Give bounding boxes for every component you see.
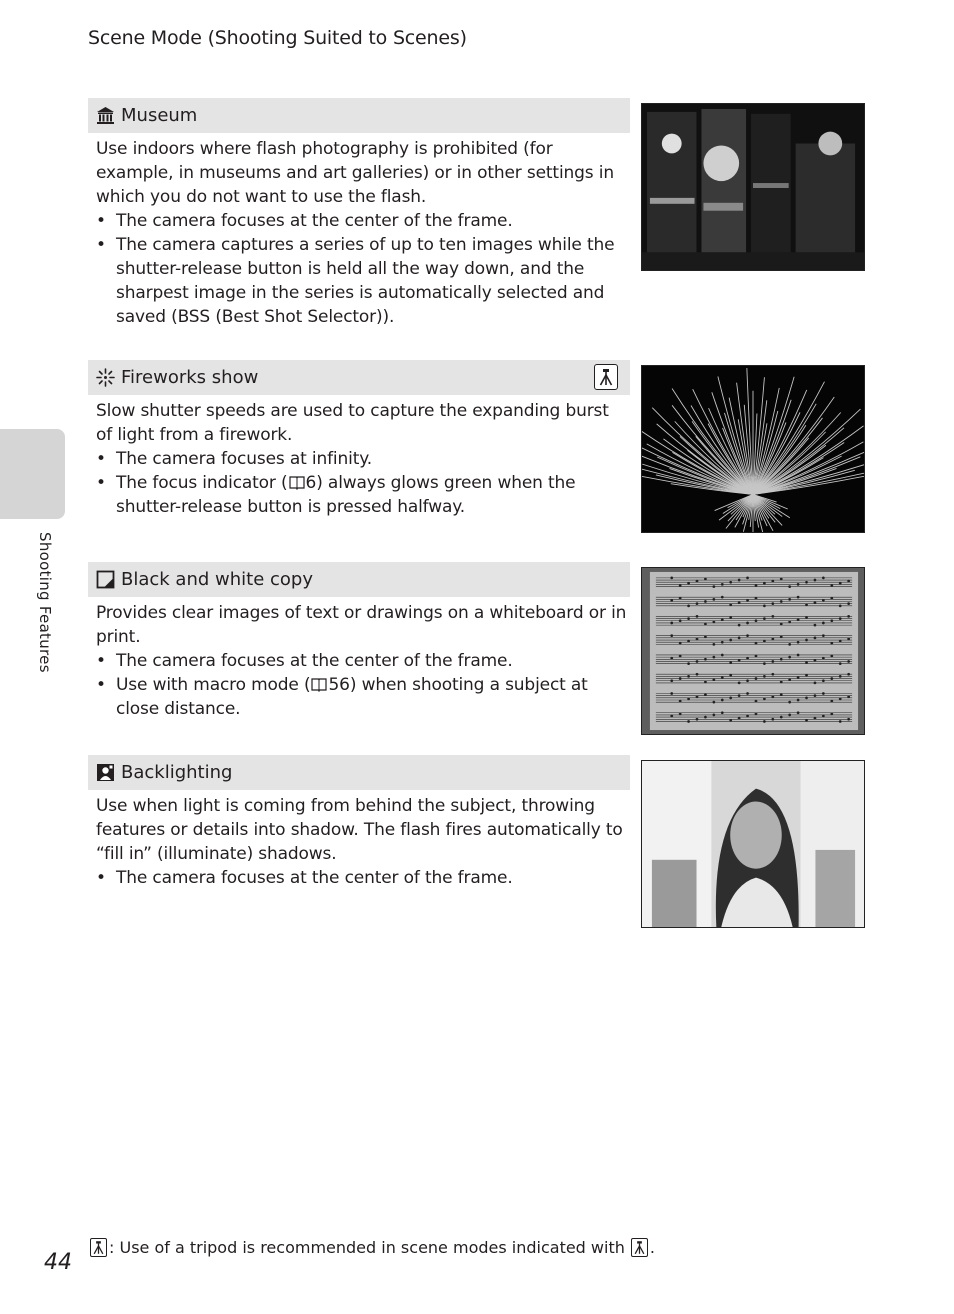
section-bw-copy xyxy=(88,562,630,721)
list-item-text: ) when shooting a subject at close distance. xyxy=(116,675,588,719)
side-tab-label: Shooting Features xyxy=(36,532,54,673)
list-item xyxy=(96,471,630,519)
museum-icon xyxy=(96,106,115,125)
museum-photo xyxy=(641,103,865,271)
page-header-title: Scene Mode (Shooting Suited to Scenes) xyxy=(88,27,467,49)
footnote-end: . xyxy=(649,1238,655,1257)
side-tab xyxy=(0,429,65,519)
section-museum-title: Museum xyxy=(121,105,198,126)
list-item-text: Use with macro mode ( xyxy=(116,675,311,695)
fireworks-icon xyxy=(96,368,115,387)
section-fireworks-header xyxy=(88,360,630,395)
section-backlighting-intro: Use when light is coming from behind the subject, throwing features or details into shadow. The flash fires automatically to “fill in” (illuminate) shadows. xyxy=(96,796,623,864)
book-reference-icon xyxy=(311,677,327,692)
book-reference-icon xyxy=(289,475,305,490)
section-fireworks-title: Fireworks show xyxy=(121,367,259,388)
portrait-photo xyxy=(641,760,865,928)
footnote-text: : Use of a tripod is recommended in scene modes indicated with xyxy=(109,1238,625,1257)
tripod-icon xyxy=(90,1238,107,1257)
backlighting-icon xyxy=(96,763,115,782)
section-museum-intro: Use indoors where flash photography is prohibited (for example, in museums and art galleries) or in other settings in which you do not want to use the flash. xyxy=(96,139,614,207)
tripod-icon xyxy=(631,1238,648,1257)
list-item: • The camera focuses at the center of the frame. xyxy=(96,209,630,233)
section-fireworks xyxy=(88,360,630,519)
section-museum xyxy=(88,98,630,329)
section-bw-copy-intro: Provides clear images of text or drawings on a whiteboard or in print. xyxy=(96,603,627,647)
list-item: • The camera focuses at infinity. xyxy=(96,447,630,471)
tripod-icon xyxy=(594,364,618,390)
list-item xyxy=(96,673,630,721)
section-bw-copy-header xyxy=(88,562,630,597)
fireworks-photo xyxy=(641,365,865,533)
section-backlighting-title: Backlighting xyxy=(121,762,233,783)
section-backlighting xyxy=(88,755,630,890)
copy-icon xyxy=(96,570,115,589)
page-reference[interactable]: 56 xyxy=(328,675,350,695)
section-museum-header xyxy=(88,98,630,133)
footnote xyxy=(88,1238,655,1257)
section-bw-copy-title: Black and white copy xyxy=(121,569,313,590)
page-reference[interactable]: 6 xyxy=(305,473,317,493)
list-item: • The camera captures a series of up to ten images while the shutter-release button is held all the way down, and the sharpest image in the series is automatically selected and saved (BSS (Best Shot Selector)). xyxy=(96,233,630,329)
section-backlighting-header xyxy=(88,755,630,790)
list-item-text: ) always glows green when the shutter-release button is pressed halfway. xyxy=(116,473,576,517)
list-item-text: The focus indicator ( xyxy=(116,473,288,493)
list-item: • The camera focuses at the center of the frame. xyxy=(96,866,630,890)
section-fireworks-intro: Slow shutter speeds are used to capture the expanding burst of light from a firework. xyxy=(96,401,609,445)
sheet-music-photo xyxy=(641,567,865,735)
page-number: 44 xyxy=(44,1250,72,1275)
list-item: • The camera focuses at the center of the frame. xyxy=(96,649,630,673)
